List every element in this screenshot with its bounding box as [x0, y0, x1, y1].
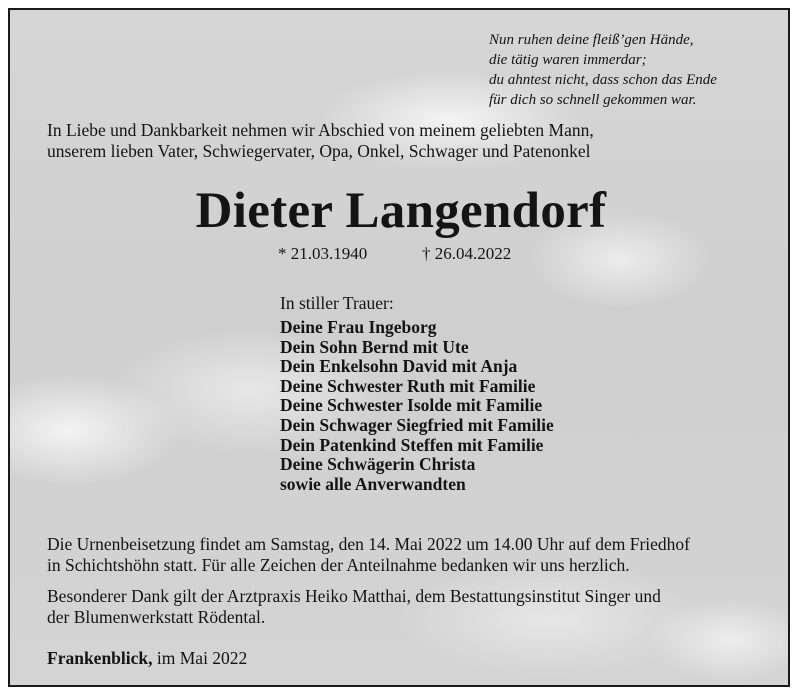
thanks-line: Besonderer Dank gilt der Arztpraxis Heiko Matthai, dem Bestattungsinstitut Singer und: [47, 586, 661, 606]
obituary-notice: [8, 8, 790, 687]
mourner-item: Deine Schwägerin Christa: [280, 454, 476, 475]
mourners-list: [280, 318, 554, 494]
poem-line: für dich so schnell gekommen war.: [489, 92, 697, 108]
death-date: † 26.04.2022: [422, 244, 512, 263]
poem-line: du ahntest nicht, dass schon das Ende: [489, 72, 717, 88]
poem-line: Nun ruhen deine fleiß’gen Hände,: [489, 32, 694, 48]
mourner-item: Dein Enkelsohn David mit Anja: [280, 356, 518, 377]
intro-line: In Liebe und Dankbarkeit nehmen wir Abschied von meinem geliebten Mann,: [47, 120, 594, 140]
place-date: im Mai 2022: [152, 648, 248, 668]
mourner-item: Dein Patenkind Steffen mit Familie: [280, 434, 544, 455]
mourners-heading: In stiller Trauer:: [280, 293, 394, 313]
mourner-item: Deine Frau Ingeborg: [280, 317, 437, 337]
funeral-line: Die Urnenbeisetzung findet am Samstag, den 14. Mai 2022 um 14.00 Uhr auf dem Friedhof: [47, 534, 690, 554]
place-and-date: [47, 648, 247, 668]
poem-line: die tätig waren immerdar;: [489, 52, 647, 68]
mourner-item: Deine Schwester Isolde mit Familie: [280, 395, 543, 416]
thanks-line: der Blumenwerkstatt Rödental.: [47, 607, 266, 627]
place-town: Frankenblick,: [47, 648, 153, 668]
funeral-info: [47, 534, 690, 576]
thanks-text: [47, 586, 661, 628]
intro-text: [47, 120, 594, 162]
birth-date: * 21.03.1940: [278, 244, 368, 263]
mourner-item: Dein Schwager Siegfried mit Familie: [280, 414, 554, 435]
intro-line: unserem lieben Vater, Schwiegervater, Opa, Onkel, Schwager und Patenonkel: [47, 141, 591, 161]
funeral-line: in Schichtshöhn statt. Für alle Zeichen der Anteilnahme bedanken wir uns herzlich.: [47, 555, 630, 575]
mourner-item: Deine Schwester Ruth mit Familie: [280, 375, 536, 396]
deceased-name: Dieter Langendorf: [195, 183, 607, 239]
mourner-item: Dein Sohn Bernd mit Ute: [280, 336, 469, 357]
mourner-item: sowie alle Anverwandten: [280, 473, 466, 494]
memorial-poem: [489, 30, 717, 110]
